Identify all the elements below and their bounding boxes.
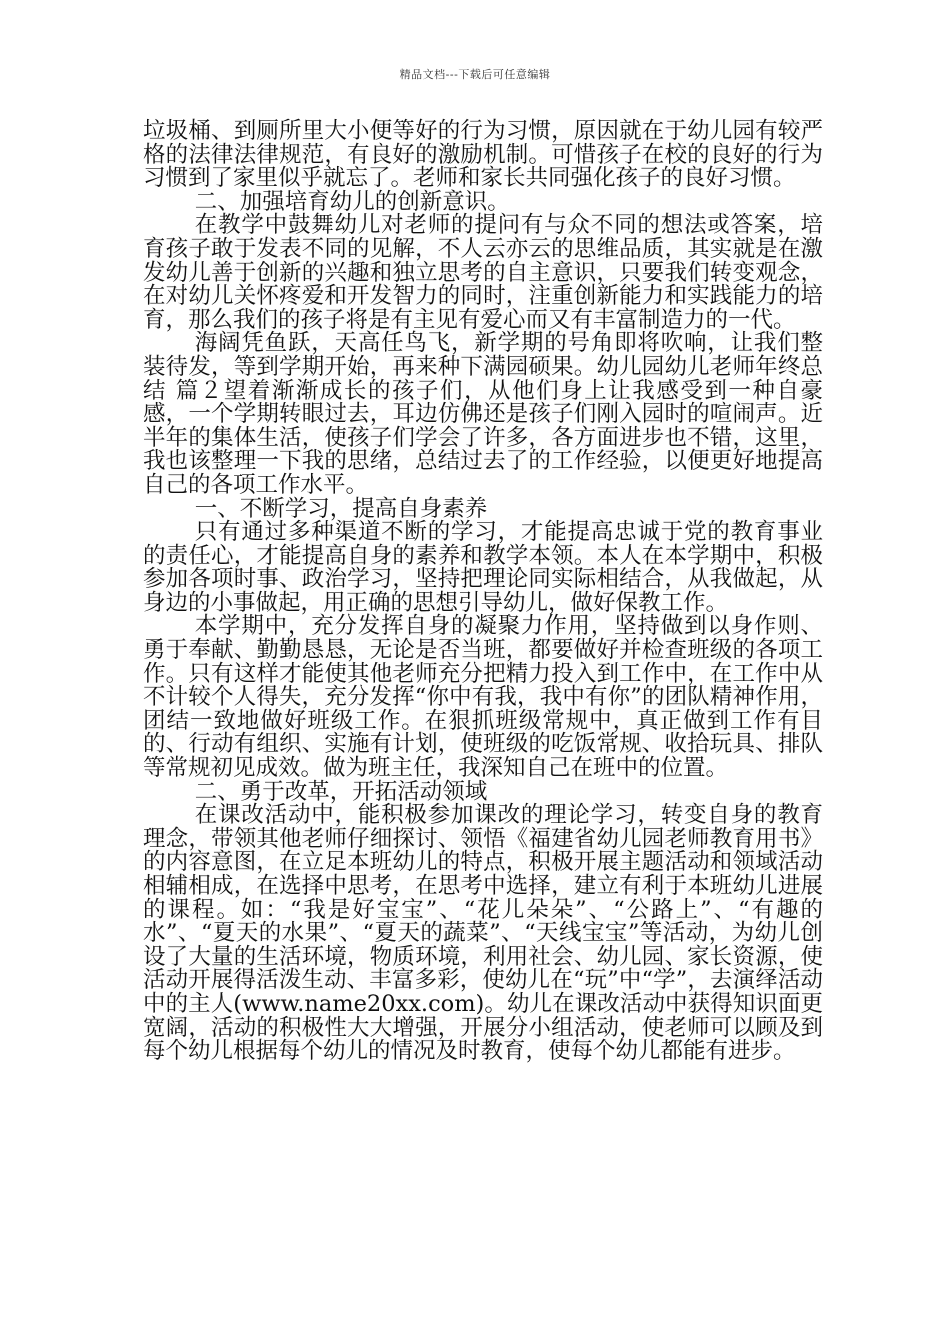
paragraph-continued: 垃圾桶、到厕所里大小便等好的行为习惯，原因就在于幼儿园有较严格的法律法律规范，有良好的激励机制。可惜孩子在校的良好的行为习惯到了家里似乎就忘了。老师和家长共同强化孩子的良好习惯。 [143, 118, 823, 192]
paragraph: 本学期中，充分发挥自身的凝聚力作用，坚持做到以身作则、勇于奉献、勤勤恳恳，无论是否当班，都要做好并检查班级的各项工作。只有这样才能使其他老师充分把精力投入到工作中，在工作中从不计较个人得失，充分发挥“你中有我，我中有你”的团队精神作用，团结一致地做好班级工作。在狠抓班级常规中，真正做到工作有目的、行动有组织、实施有计划，使班级的吃饭常规、收拾玩具、排队等常规初见成效。做为班主任，我深知自己在班中的位置。 [143, 613, 823, 782]
paragraph: 在课改活动中，能积极参加课改的理论学习，转变自身的教育理念，带领其他老师仔细探讨、领悟《福建省幼儿园老师教育用书》的内容意图，在立足本班幼儿的特点，积极开展主题活动和领域活动相辅相成，在选择中思考，在思考中选择，建立有利于本班幼儿进展的课程。如：“我是好宝宝”、“花儿朵朵”、“公路上”、“有趣的水”、“夏天的水果”、“夏天的蔬菜”、“天线宝宝”等活动，为幼儿创设了大量的生活环境，物质环境，利用社会、幼儿园、家长资源，使活动开展得活泼生动、丰富多彩，使幼儿在“玩”中“学”，去演绎活动中的主人(www.name20xx.com)。幼儿在课改活动中获得知识面更宽阔，活动的积极性大大增强，开展分小组活动，使老师可以顾及到每个幼儿根据每个幼儿的情况及时教育，使每个幼儿都能有进步。 [143, 802, 823, 1065]
section-heading: 二、勇于改革，开拓活动领域 [194, 778, 488, 805]
paragraph: 只有通过多种渠道不断的学习，才能提高忠诚于党的教育事业的责任心，才能提高自身的素养和教学本领。本人在本学期中，积极参加各项时事、政治学习，坚持把理论同实际相结合，从我做起，从身边的小事做起，用正确的思想引导幼儿，做好保教工作。 [143, 519, 823, 616]
paragraph: 海阔凭鱼跃，天高任鸟飞，新学期的号角即将吹响，让我们整装待发，等到学期开始，再来种下满园硕果。幼儿园幼儿老师年终总结 篇２望着渐渐成长的孩子们，从他们身上让我感受到一种自豪感，一个学期转眼过去，耳边仿佛还是孩子们刚入园时的喧闹声。近半年的集体生活，使孩子们学会了许多，各方面进步也不错，这里，我也该整理一下我的思绪，总结过去了的工作经验，以便更好地提高自己的各项工作水平。 [143, 330, 823, 498]
page-header: 精品文档---下载后可任意编辑 [399, 68, 551, 81]
document-body [143, 120, 823, 1064]
section-heading: 一、不断学习，提高自身素养 [194, 495, 488, 522]
paragraph: 在教学中鼓舞幼儿对老师的提问有与众不同的想法或答案，培育孩子敢于发表不同的见解，不人云亦云的思维品质，其实就是在激发幼儿善于创新的兴趣和独立思考的自主意识，只要我们转变观念，在对幼儿关怀疼爱和开发智力的同时，注重创新能力和实践能力的培育，那么我们的孩子将是有主见有爱心而又有丰富制造力的一代。 [143, 212, 823, 333]
section-heading: 二、加强培育幼儿的创新意识。 [194, 188, 510, 215]
